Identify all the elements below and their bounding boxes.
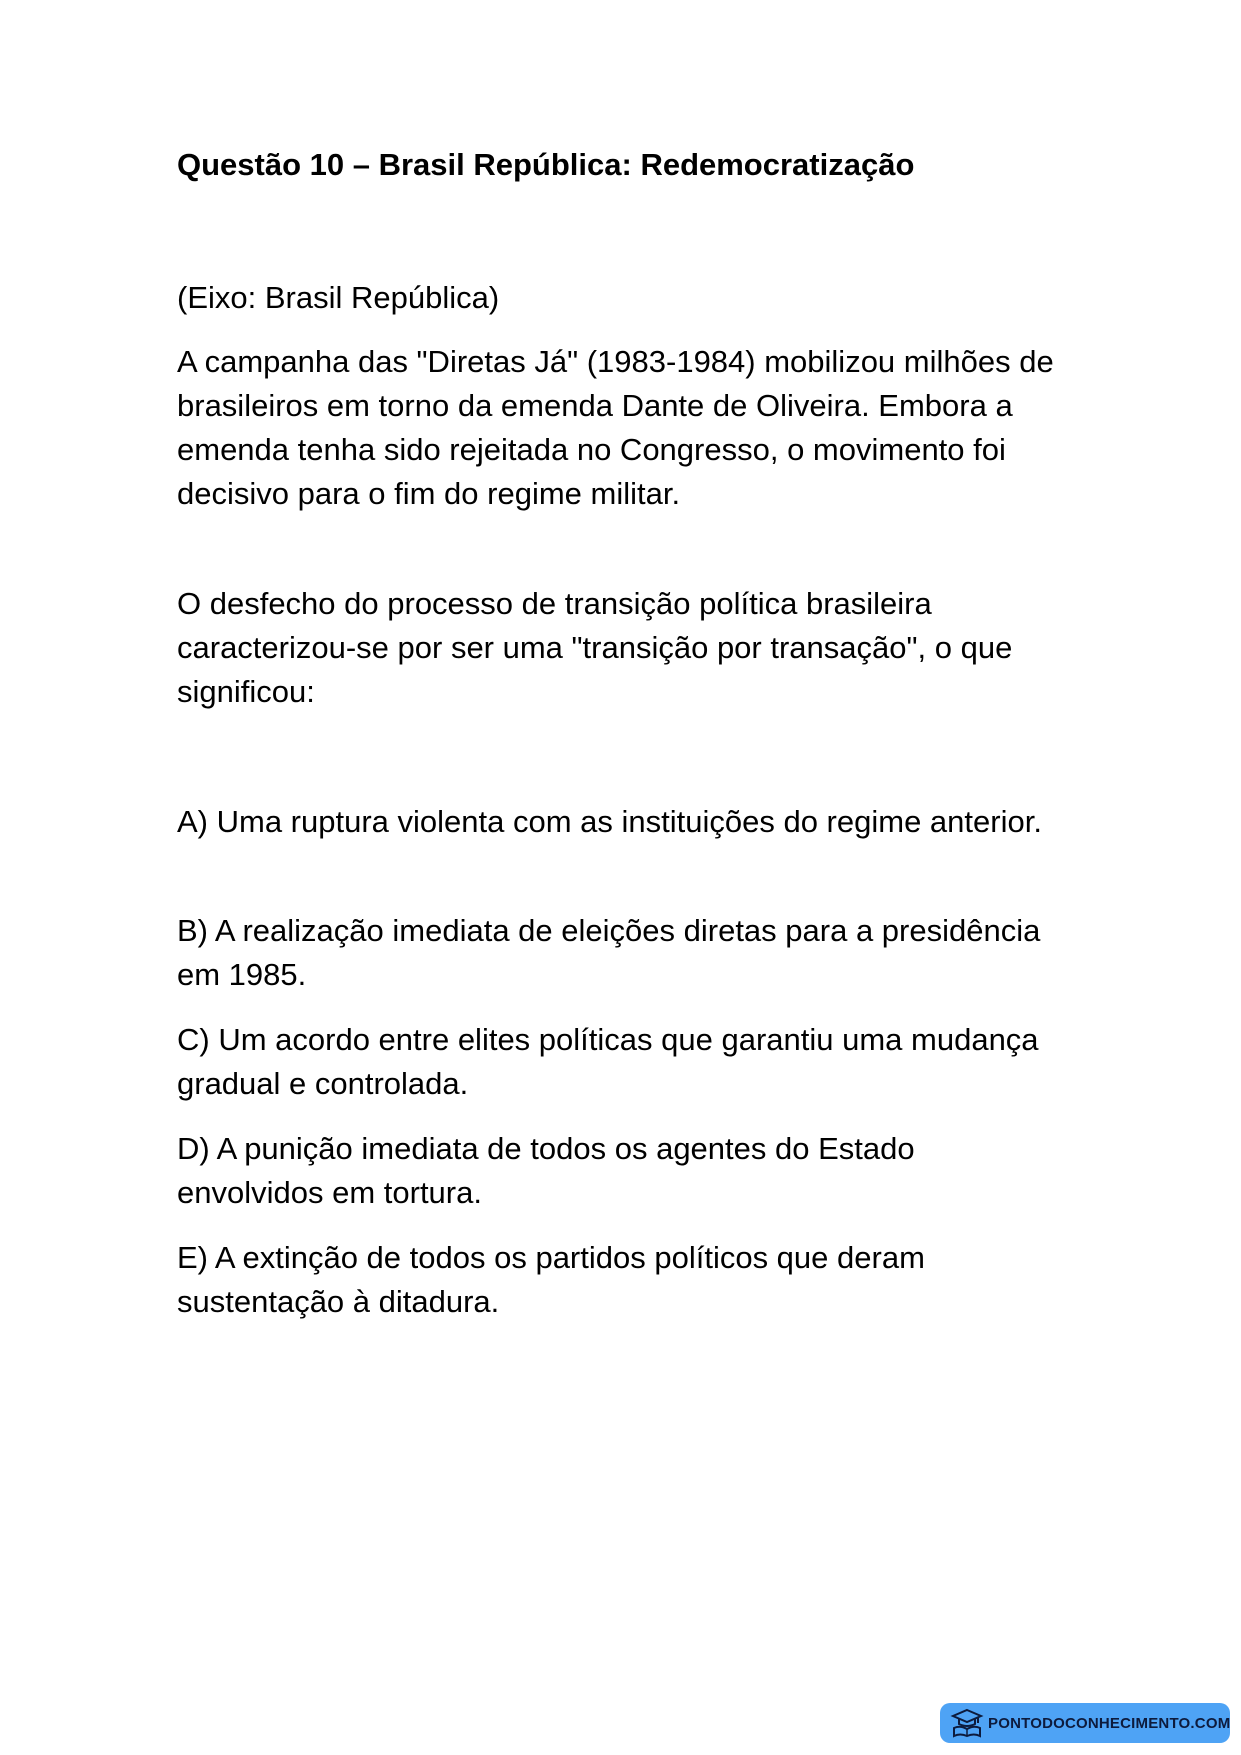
question-prompt: O desfecho do processo de transição política brasileira caracterizou-se por ser uma "transição por transação", o que significou:	[177, 586, 1013, 709]
question-title: Questão 10 – Brasil República: Redemocratização	[177, 147, 915, 182]
option-e: E) A extinção de todos os partidos políticos que deram sustentação à ditadura.	[177, 1240, 925, 1319]
graduation-book-icon	[950, 1708, 984, 1738]
site-watermark-badge	[940, 1703, 1230, 1743]
option-a: A) Uma ruptura violenta com as instituições do regime anterior.	[177, 804, 1042, 839]
option-d: D) A punição imediata de todos os agentes do Estado envolvidos em tortura.	[177, 1131, 915, 1210]
option-b: B) A realização imediata de eleições diretas para a presidência em 1985.	[177, 913, 1041, 992]
watermark-text: PONTODOCONHECIMENTO.COM	[988, 1714, 1231, 1732]
option-c: C) Um acordo entre elites políticas que garantiu uma mudança gradual e controlada.	[177, 1022, 1039, 1101]
axis-label: (Eixo: Brasil República)	[177, 280, 500, 315]
context-paragraph: A campanha das "Diretas Já" (1983-1984) mobilizou milhões de brasileiros em torno da emenda Dante de Oliveira. Embora a emenda tenha sido rejeitada no Congresso, o movimento foi decisivo para o fim do regime militar.	[177, 344, 1054, 511]
